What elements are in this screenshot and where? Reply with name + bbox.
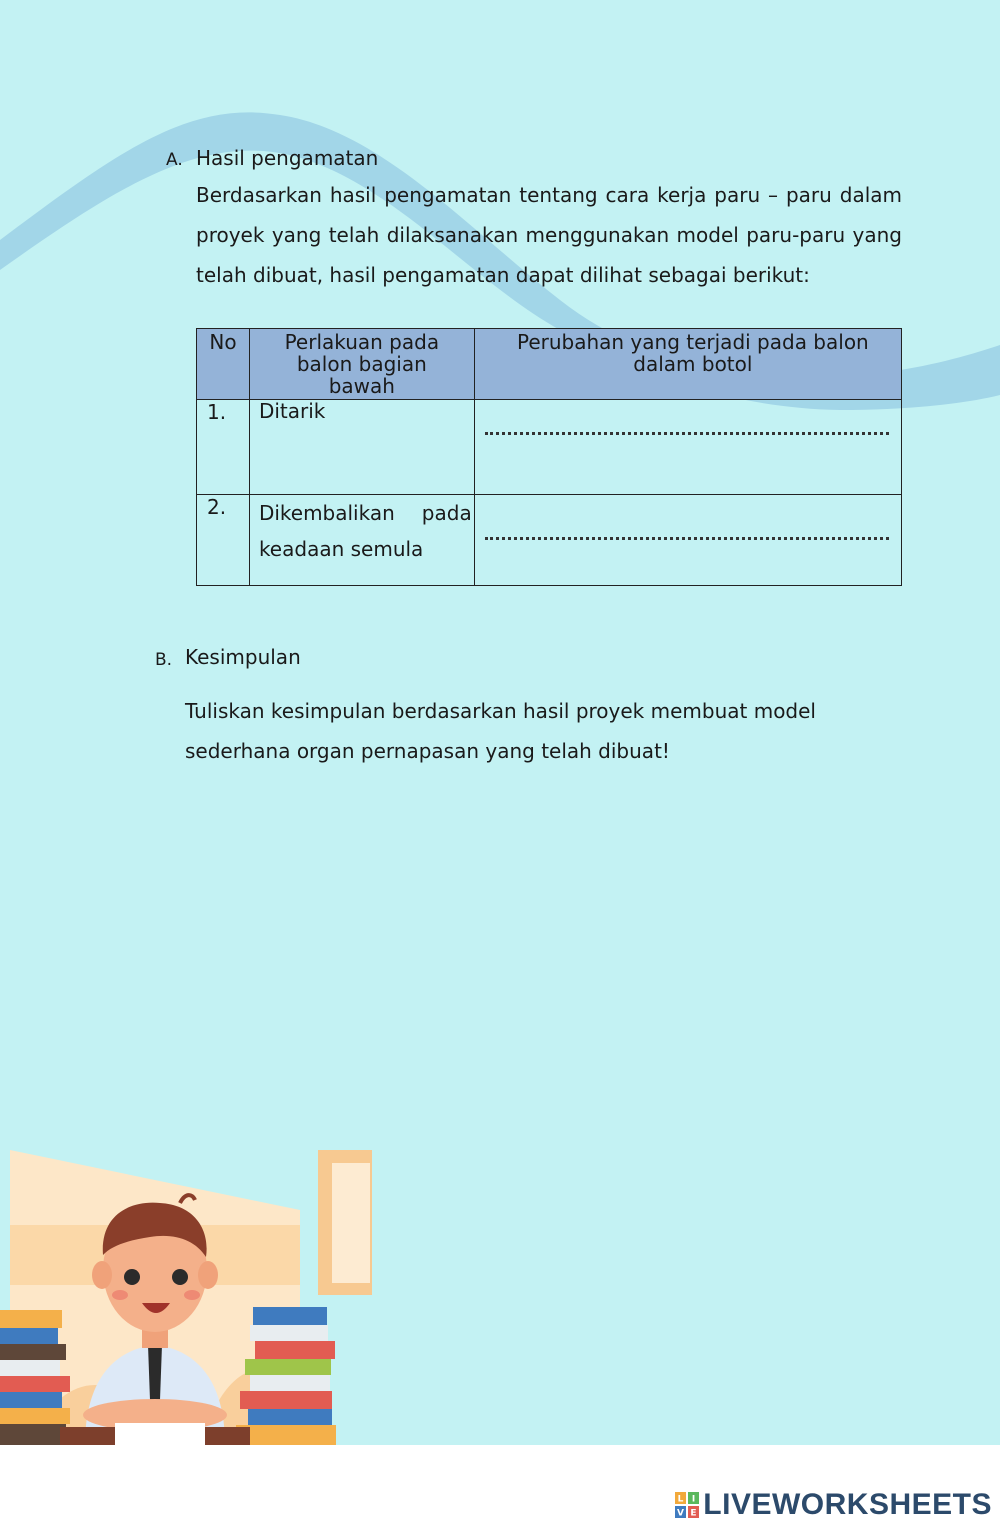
row-action: Ditarik	[249, 400, 474, 495]
header-no: No	[197, 329, 250, 400]
logo-letter: V	[677, 1508, 685, 1518]
logo-icon	[675, 1492, 699, 1518]
student-illustration	[0, 1145, 380, 1445]
answer-cell[interactable]	[474, 495, 901, 586]
logo-letter: L	[677, 1494, 684, 1505]
section-b-paragraph: Tuliskan kesimpulan berdasarkan hasil proyek membuat model sederhana organ pernapasan yang telah dibuat!	[185, 699, 816, 763]
section-b-label: B.	[155, 650, 173, 670]
row-action: Dikembalikan pada keadaan semula	[249, 495, 474, 586]
answer-line[interactable]	[485, 537, 889, 540]
logo-letter: I	[692, 1494, 696, 1505]
liveworksheets-logo[interactable]	[675, 1488, 992, 1522]
section-a-title: Hasil pengamatan	[196, 146, 379, 170]
answer-cell[interactable]	[474, 400, 901, 495]
table-row	[197, 400, 902, 495]
table-row	[197, 495, 902, 586]
header-change: Perubahan yang terjadi pada balon dalam botol	[474, 329, 901, 400]
section-a-label: A.	[166, 150, 183, 170]
observation-table	[196, 328, 902, 586]
answer-line[interactable]	[485, 432, 889, 435]
table-header-row	[197, 329, 902, 400]
header-action: Perlakuan pada balon bagian bawah	[249, 329, 474, 400]
row-number: 1.	[197, 400, 250, 495]
logo-letter: E	[690, 1508, 697, 1518]
section-a-paragraph: Berdasarkan hasil pengamatan tentang cara kerja paru – paru dalam proyek yang telah dilaksanakan menggunakan model paru-paru yang telah dibuat, hasil pengamatan dapat dilihat sebagai berikut:	[196, 183, 902, 287]
brand-name: LIVEWORKSHEETS	[703, 1488, 992, 1521]
section-b-title: Kesimpulan	[185, 645, 301, 669]
row-number: 2.	[197, 495, 250, 586]
